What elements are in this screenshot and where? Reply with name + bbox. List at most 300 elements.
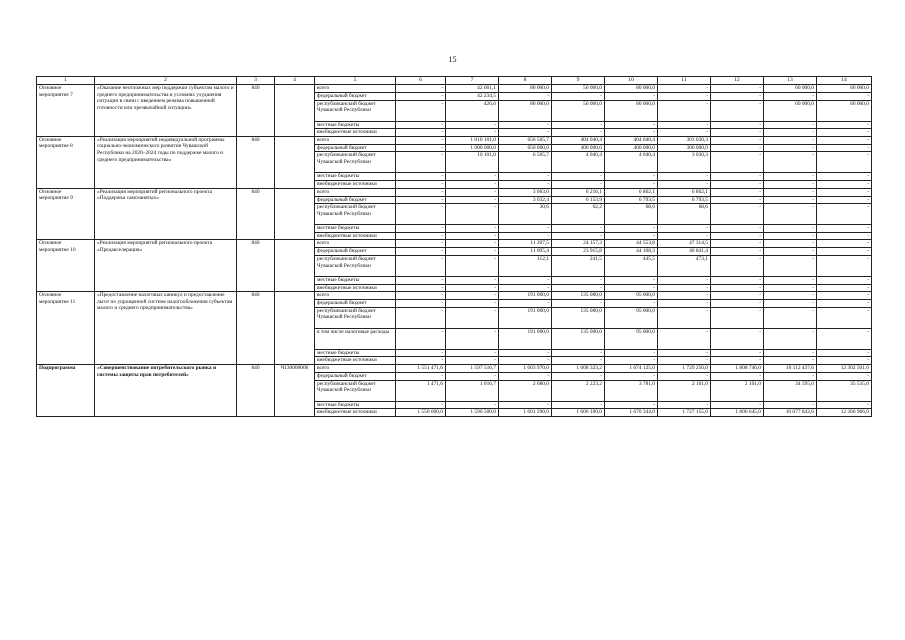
amount-cell: - bbox=[711, 300, 764, 308]
amount-cell: - bbox=[446, 180, 499, 188]
header-cell: 4 bbox=[275, 77, 315, 85]
amount-cell: 10 101,0 bbox=[446, 152, 499, 173]
executor-code: 840 bbox=[237, 292, 275, 365]
amount-cell: - bbox=[446, 284, 499, 292]
funding-source: федеральный бюджет bbox=[315, 248, 396, 256]
amount-cell: 24 157,3 bbox=[552, 240, 605, 248]
amount-cell: - bbox=[396, 180, 446, 188]
amount-cell: 11 207,5 bbox=[499, 240, 552, 248]
budget-class-code bbox=[275, 85, 315, 137]
amount-cell: 241,5 bbox=[552, 255, 605, 276]
amount-cell: - bbox=[658, 225, 711, 233]
funding-source: внебюджетные источники bbox=[315, 409, 396, 417]
amount-cell: 1 729 256,0 bbox=[658, 364, 711, 372]
funding-source: в том числе налоговые расходы bbox=[315, 328, 396, 349]
amount-cell: - bbox=[817, 240, 872, 248]
amount-cell: - bbox=[396, 300, 446, 308]
amount-cell: - bbox=[817, 328, 872, 349]
amount-cell: - bbox=[658, 173, 711, 181]
amount-cell: 11 095,4 bbox=[499, 248, 552, 256]
amount-cell: - bbox=[711, 276, 764, 284]
header-cell: 11 bbox=[658, 77, 711, 85]
amount-cell: - bbox=[499, 401, 552, 409]
amount-cell: 1 471,6 bbox=[396, 380, 446, 401]
amount-cell: 50 000,0 bbox=[552, 85, 605, 93]
funding-source: местные бюджеты bbox=[315, 349, 396, 357]
amount-cell: - bbox=[817, 349, 872, 357]
activity-description: «Реализация мероприятий индивидуальной программы социально-экономического развития Чувашской Республики на 2020–2024 годы по поддержке малого и среднего предпринимательства» bbox=[95, 136, 237, 188]
amount-cell: 50 000,0 bbox=[552, 100, 605, 121]
funding-source: внебюджетные источники bbox=[315, 357, 396, 365]
funding-source: местные бюджеты bbox=[315, 173, 396, 181]
amount-cell: - bbox=[711, 357, 764, 365]
activity-description: «Реализация мероприятий регионального проекта «Предакселерация» bbox=[95, 240, 237, 292]
amount-cell: - bbox=[605, 276, 658, 284]
amount-cell: 112,1 bbox=[499, 255, 552, 276]
funding-source: местные бюджеты bbox=[315, 401, 396, 409]
amount-cell: - bbox=[552, 284, 605, 292]
amount-cell: - bbox=[605, 300, 658, 308]
amount-cell: - bbox=[499, 180, 552, 188]
amount-cell: 1 608 323,2 bbox=[552, 364, 605, 372]
amount-cell: - bbox=[396, 349, 446, 357]
amount-cell: - bbox=[446, 328, 499, 349]
amount-cell: - bbox=[658, 121, 711, 129]
header-row bbox=[37, 77, 872, 85]
amount-cell: 6 862,1 bbox=[605, 188, 658, 196]
amount-cell: 1 597 516,7 bbox=[446, 364, 499, 372]
amount-cell: 60 000,0 bbox=[817, 100, 872, 121]
amount-cell: - bbox=[396, 204, 446, 225]
amount-cell: 135 000,0 bbox=[552, 307, 605, 328]
amount-cell: - bbox=[658, 349, 711, 357]
amount-cell: - bbox=[711, 284, 764, 292]
executor-code: 840 bbox=[237, 85, 275, 137]
amount-cell: - bbox=[817, 180, 872, 188]
amount-cell: - bbox=[817, 307, 872, 328]
amount-cell: - bbox=[499, 93, 552, 101]
activity-description: «Реализация мероприятий регионального проекта «Поддержка самозанятых» bbox=[95, 188, 237, 240]
page-number: 15 bbox=[448, 55, 457, 64]
amount-cell: - bbox=[499, 284, 552, 292]
amount-cell: - bbox=[499, 276, 552, 284]
amount-cell: - bbox=[552, 180, 605, 188]
amount-cell: 12 266 966,0 bbox=[817, 409, 872, 417]
amount-cell: - bbox=[711, 144, 764, 152]
table-row bbox=[37, 85, 872, 93]
table-row bbox=[37, 188, 872, 196]
amount-cell: - bbox=[764, 173, 817, 181]
header-cell: 8 bbox=[499, 77, 552, 85]
amount-cell: - bbox=[658, 328, 711, 349]
amount-cell: - bbox=[817, 204, 872, 225]
amount-cell: 46 841,4 bbox=[658, 248, 711, 256]
amount-cell: - bbox=[499, 232, 552, 240]
amount-cell: - bbox=[446, 121, 499, 129]
amount-cell: - bbox=[552, 173, 605, 181]
amount-cell: 404 040,4 bbox=[605, 136, 658, 144]
amount-cell: - bbox=[446, 255, 499, 276]
funding-source: внебюджетные источники bbox=[315, 284, 396, 292]
header-cell: 9 bbox=[552, 77, 605, 85]
amount-cell: - bbox=[396, 136, 446, 144]
amount-cell: 300 000,0 bbox=[658, 144, 711, 152]
amount-cell: - bbox=[396, 100, 446, 121]
amount-cell: 35 535,0 bbox=[817, 380, 872, 401]
amount-cell: 1 596 500,0 bbox=[446, 409, 499, 417]
amount-cell: - bbox=[764, 152, 817, 173]
amount-cell: 80 000,0 bbox=[605, 85, 658, 93]
amount-cell: - bbox=[552, 349, 605, 357]
amount-cell: - bbox=[817, 225, 872, 233]
amount-cell: - bbox=[658, 180, 711, 188]
executor-code: 840 bbox=[237, 188, 275, 240]
amount-cell: - bbox=[552, 232, 605, 240]
amount-cell: - bbox=[499, 349, 552, 357]
amount-cell: - bbox=[446, 357, 499, 365]
amount-cell: - bbox=[396, 129, 446, 137]
amount-cell: 445,5 bbox=[605, 255, 658, 276]
amount-cell: - bbox=[446, 196, 499, 204]
amount-cell: - bbox=[499, 129, 552, 137]
amount-cell: - bbox=[658, 292, 711, 300]
amount-cell: - bbox=[764, 349, 817, 357]
amount-cell: - bbox=[711, 292, 764, 300]
amount-cell: - bbox=[711, 307, 764, 328]
amount-cell: - bbox=[764, 121, 817, 129]
amount-cell: 2 223,2 bbox=[552, 380, 605, 401]
funding-source: местные бюджеты bbox=[315, 225, 396, 233]
amount-cell: 1 606 100,0 bbox=[552, 409, 605, 417]
funding-source: всего bbox=[315, 85, 396, 93]
amount-cell: - bbox=[658, 93, 711, 101]
funding-source: внебюджетные источники bbox=[315, 232, 396, 240]
amount-cell: - bbox=[396, 328, 446, 349]
header-cell: 3 bbox=[237, 77, 275, 85]
amount-cell: - bbox=[605, 357, 658, 365]
amount-cell: 10 077 842,6 bbox=[764, 409, 817, 417]
amount-cell: 44 108,3 bbox=[605, 248, 658, 256]
amount-cell: - bbox=[817, 284, 872, 292]
activity-description: «Предоставление налоговых каникул и предоставление льгот по упрощенной системе налогообложения субъектам малого и среднего предпринимательства» bbox=[95, 292, 237, 365]
funding-source: республиканский бюджет Чувашской Республики bbox=[315, 380, 396, 401]
funding-source: внебюджетные источники bbox=[315, 129, 396, 137]
amount-cell: - bbox=[552, 401, 605, 409]
amount-cell: - bbox=[396, 121, 446, 129]
amount-cell: - bbox=[605, 349, 658, 357]
amount-cell: 80 000,0 bbox=[499, 100, 552, 121]
budget-table bbox=[36, 76, 872, 417]
amount-cell: - bbox=[711, 232, 764, 240]
amount-cell: - bbox=[764, 240, 817, 248]
amount-cell: 1 806 645,0 bbox=[711, 409, 764, 417]
activity-description: «Совершенствование потребительского рынка и системы защиты прав потребителей» bbox=[95, 364, 237, 416]
amount-cell: 426,6 bbox=[446, 100, 499, 121]
amount-cell: - bbox=[658, 284, 711, 292]
amount-cell: - bbox=[446, 248, 499, 256]
header-cell: 5 bbox=[315, 77, 396, 85]
funding-source: местные бюджеты bbox=[315, 121, 396, 129]
amount-cell: - bbox=[711, 180, 764, 188]
amount-cell: 2 101,0 bbox=[711, 380, 764, 401]
amount-cell: - bbox=[764, 188, 817, 196]
funding-source: федеральный бюджет bbox=[315, 196, 396, 204]
amount-cell: - bbox=[605, 284, 658, 292]
amount-cell: - bbox=[499, 300, 552, 308]
amount-cell: 400 000,0 bbox=[552, 144, 605, 152]
amount-cell: 3 032,4 bbox=[499, 196, 552, 204]
amount-cell: - bbox=[446, 276, 499, 284]
amount-cell: 68,6 bbox=[605, 204, 658, 225]
header-cell: 12 bbox=[711, 77, 764, 85]
activity-name: Основное мероприятие 10 bbox=[37, 240, 95, 292]
amount-cell: - bbox=[764, 248, 817, 256]
amount-cell: - bbox=[605, 372, 658, 380]
header-cell: 13 bbox=[764, 77, 817, 85]
amount-cell: 95 000,0 bbox=[605, 292, 658, 300]
amount-cell: - bbox=[396, 276, 446, 284]
amount-cell: 404 040,4 bbox=[552, 136, 605, 144]
amount-cell: 6 793,5 bbox=[605, 196, 658, 204]
amount-cell: - bbox=[396, 307, 446, 328]
amount-cell: 80 000,0 bbox=[605, 100, 658, 121]
amount-cell: - bbox=[605, 93, 658, 101]
amount-cell: - bbox=[605, 232, 658, 240]
table-row bbox=[37, 292, 872, 300]
funding-source: федеральный бюджет bbox=[315, 144, 396, 152]
amount-cell: - bbox=[711, 328, 764, 349]
amount-cell: - bbox=[605, 129, 658, 137]
amount-cell: - bbox=[817, 401, 872, 409]
amount-cell: - bbox=[658, 357, 711, 365]
amount-cell: - bbox=[764, 357, 817, 365]
amount-cell: - bbox=[499, 372, 552, 380]
amount-cell: 191 000,0 bbox=[499, 292, 552, 300]
amount-cell: 4 040,4 bbox=[605, 152, 658, 173]
amount-cell: 2 680,0 bbox=[499, 380, 552, 401]
amount-cell: - bbox=[658, 85, 711, 93]
amount-cell: - bbox=[711, 255, 764, 276]
amount-cell: - bbox=[658, 300, 711, 308]
amount-cell: - bbox=[396, 232, 446, 240]
amount-cell: 2 101,0 bbox=[658, 380, 711, 401]
amount-cell: - bbox=[552, 93, 605, 101]
amount-cell: - bbox=[817, 248, 872, 256]
amount-cell: 34 595,0 bbox=[764, 380, 817, 401]
amount-cell: - bbox=[764, 196, 817, 204]
amount-cell: - bbox=[764, 93, 817, 101]
amount-cell: 6 153,9 bbox=[552, 196, 605, 204]
amount-cell: - bbox=[446, 292, 499, 300]
amount-cell: - bbox=[711, 401, 764, 409]
funding-source: федеральный бюджет bbox=[315, 300, 396, 308]
table-row bbox=[37, 364, 872, 372]
funding-source: всего bbox=[315, 240, 396, 248]
amount-cell: - bbox=[711, 204, 764, 225]
amount-cell: 23 915,8 bbox=[552, 248, 605, 256]
funding-source: всего bbox=[315, 136, 396, 144]
header-cell: 1 bbox=[37, 77, 95, 85]
budget-class-code bbox=[275, 188, 315, 240]
amount-cell: 191 000,0 bbox=[499, 328, 552, 349]
amount-cell: - bbox=[552, 225, 605, 233]
amount-cell: 1 674 125,0 bbox=[605, 364, 658, 372]
amount-cell: 1 670 344,0 bbox=[605, 409, 658, 417]
amount-cell: - bbox=[764, 232, 817, 240]
amount-cell: - bbox=[817, 372, 872, 380]
amount-cell: 60 000,0 bbox=[764, 85, 817, 93]
amount-cell: 1 603 970,0 bbox=[499, 364, 552, 372]
amount-cell: - bbox=[817, 121, 872, 129]
amount-cell: - bbox=[446, 240, 499, 248]
budget-class-code bbox=[275, 240, 315, 292]
amount-cell: 42 234,5 bbox=[446, 93, 499, 101]
amount-cell: - bbox=[711, 93, 764, 101]
amount-cell: 303 030,3 bbox=[658, 136, 711, 144]
amount-cell: - bbox=[711, 225, 764, 233]
amount-cell: - bbox=[396, 188, 446, 196]
amount-cell: - bbox=[711, 129, 764, 137]
header-cell: 2 bbox=[95, 77, 237, 85]
amount-cell: - bbox=[396, 255, 446, 276]
amount-cell: - bbox=[817, 93, 872, 101]
amount-cell: - bbox=[711, 152, 764, 173]
amount-cell: - bbox=[446, 225, 499, 233]
amount-cell: - bbox=[396, 144, 446, 152]
amount-cell: - bbox=[605, 173, 658, 181]
amount-cell: - bbox=[817, 255, 872, 276]
amount-cell: 4 040,4 bbox=[552, 152, 605, 173]
amount-cell: 473,1 bbox=[658, 255, 711, 276]
budget-class-code: Ч130000000 bbox=[275, 364, 315, 416]
amount-cell: 68,6 bbox=[658, 204, 711, 225]
header-cell: 7 bbox=[446, 77, 499, 85]
amount-cell: 1 601 290,0 bbox=[499, 409, 552, 417]
amount-cell: - bbox=[711, 136, 764, 144]
amount-cell: 6 216,1 bbox=[552, 188, 605, 196]
amount-cell: - bbox=[396, 240, 446, 248]
amount-cell: - bbox=[817, 276, 872, 284]
header-cell: 10 bbox=[605, 77, 658, 85]
amount-cell: 135 000,0 bbox=[552, 292, 605, 300]
amount-cell: 47 314,5 bbox=[658, 240, 711, 248]
amount-cell: - bbox=[658, 307, 711, 328]
amount-cell: 3 781,0 bbox=[605, 380, 658, 401]
amount-cell: - bbox=[605, 121, 658, 129]
amount-cell: 10 112 437,6 bbox=[764, 364, 817, 372]
executor-code: 840 bbox=[237, 136, 275, 188]
table-row bbox=[37, 136, 872, 144]
amount-cell: - bbox=[499, 357, 552, 365]
funding-source: всего bbox=[315, 292, 396, 300]
amount-cell: - bbox=[396, 357, 446, 365]
amount-cell: 6 565,7 bbox=[499, 152, 552, 173]
amount-cell: - bbox=[764, 204, 817, 225]
header-cell: 6 bbox=[396, 77, 446, 85]
amount-cell: - bbox=[711, 349, 764, 357]
amount-cell: 44 553,8 bbox=[605, 240, 658, 248]
amount-cell: - bbox=[446, 232, 499, 240]
amount-cell: - bbox=[764, 255, 817, 276]
amount-cell: - bbox=[446, 307, 499, 328]
table-row bbox=[37, 240, 872, 248]
amount-cell: - bbox=[764, 129, 817, 137]
amount-cell: 6 862,1 bbox=[658, 188, 711, 196]
amount-cell: 30,6 bbox=[499, 204, 552, 225]
funding-source: республиканский бюджет Чувашской Республики bbox=[315, 100, 396, 121]
amount-cell: - bbox=[396, 93, 446, 101]
amount-cell: 1 727 155,0 bbox=[658, 409, 711, 417]
amount-cell: - bbox=[817, 144, 872, 152]
amount-cell: - bbox=[446, 204, 499, 225]
amount-cell: - bbox=[764, 307, 817, 328]
amount-cell: - bbox=[499, 173, 552, 181]
amount-cell: - bbox=[711, 196, 764, 204]
amount-cell: - bbox=[396, 284, 446, 292]
amount-cell: - bbox=[446, 129, 499, 137]
amount-cell: - bbox=[552, 357, 605, 365]
amount-cell: 656 565,7 bbox=[499, 136, 552, 144]
amount-cell: - bbox=[764, 225, 817, 233]
amount-cell: 95 000,0 bbox=[605, 328, 658, 349]
amount-cell: - bbox=[711, 240, 764, 248]
amount-cell: - bbox=[446, 349, 499, 357]
amount-cell: - bbox=[396, 401, 446, 409]
amount-cell: - bbox=[764, 276, 817, 284]
activity-name: Основное мероприятие 7 bbox=[37, 85, 95, 137]
amount-cell: - bbox=[658, 401, 711, 409]
amount-cell: - bbox=[711, 248, 764, 256]
amount-cell: 135 000,0 bbox=[552, 328, 605, 349]
funding-source: местные бюджеты bbox=[315, 276, 396, 284]
amount-cell: - bbox=[658, 100, 711, 121]
amount-cell: - bbox=[817, 300, 872, 308]
amount-cell: 62,2 bbox=[552, 204, 605, 225]
funding-source: республиканский бюджет Чувашской Республики bbox=[315, 152, 396, 173]
funding-source: федеральный бюджет bbox=[315, 93, 396, 101]
funding-source: федеральный бюджет bbox=[315, 372, 396, 380]
amount-cell: - bbox=[658, 276, 711, 284]
amount-cell: 650 000,0 bbox=[499, 144, 552, 152]
amount-cell: - bbox=[446, 173, 499, 181]
amount-cell: - bbox=[711, 372, 764, 380]
amount-cell: - bbox=[764, 284, 817, 292]
amount-cell: - bbox=[658, 232, 711, 240]
amount-cell: - bbox=[446, 300, 499, 308]
amount-cell: - bbox=[396, 248, 446, 256]
amount-cell: 60 000,0 bbox=[764, 100, 817, 121]
amount-cell: - bbox=[764, 144, 817, 152]
amount-cell: - bbox=[446, 401, 499, 409]
activity-name: Основное мероприятие 8 bbox=[37, 136, 95, 188]
amount-cell: 400 000,0 bbox=[605, 144, 658, 152]
amount-cell: - bbox=[552, 300, 605, 308]
amount-cell: - bbox=[499, 121, 552, 129]
amount-cell: - bbox=[817, 357, 872, 365]
amount-cell: 6 793,5 bbox=[658, 196, 711, 204]
amount-cell: - bbox=[817, 292, 872, 300]
funding-source: республиканский бюджет Чувашской Республики bbox=[315, 255, 396, 276]
amount-cell: 1 551 471,6 bbox=[396, 364, 446, 372]
funding-source: всего bbox=[315, 364, 396, 372]
amount-cell: 191 000,0 bbox=[499, 307, 552, 328]
amount-cell: 3 030,3 bbox=[658, 152, 711, 173]
activity-name: Основное мероприятие 9 bbox=[37, 188, 95, 240]
funding-source: всего bbox=[315, 188, 396, 196]
amount-cell: - bbox=[817, 129, 872, 137]
amount-cell: 1 550 000,0 bbox=[396, 409, 446, 417]
budget-class-code bbox=[275, 136, 315, 188]
